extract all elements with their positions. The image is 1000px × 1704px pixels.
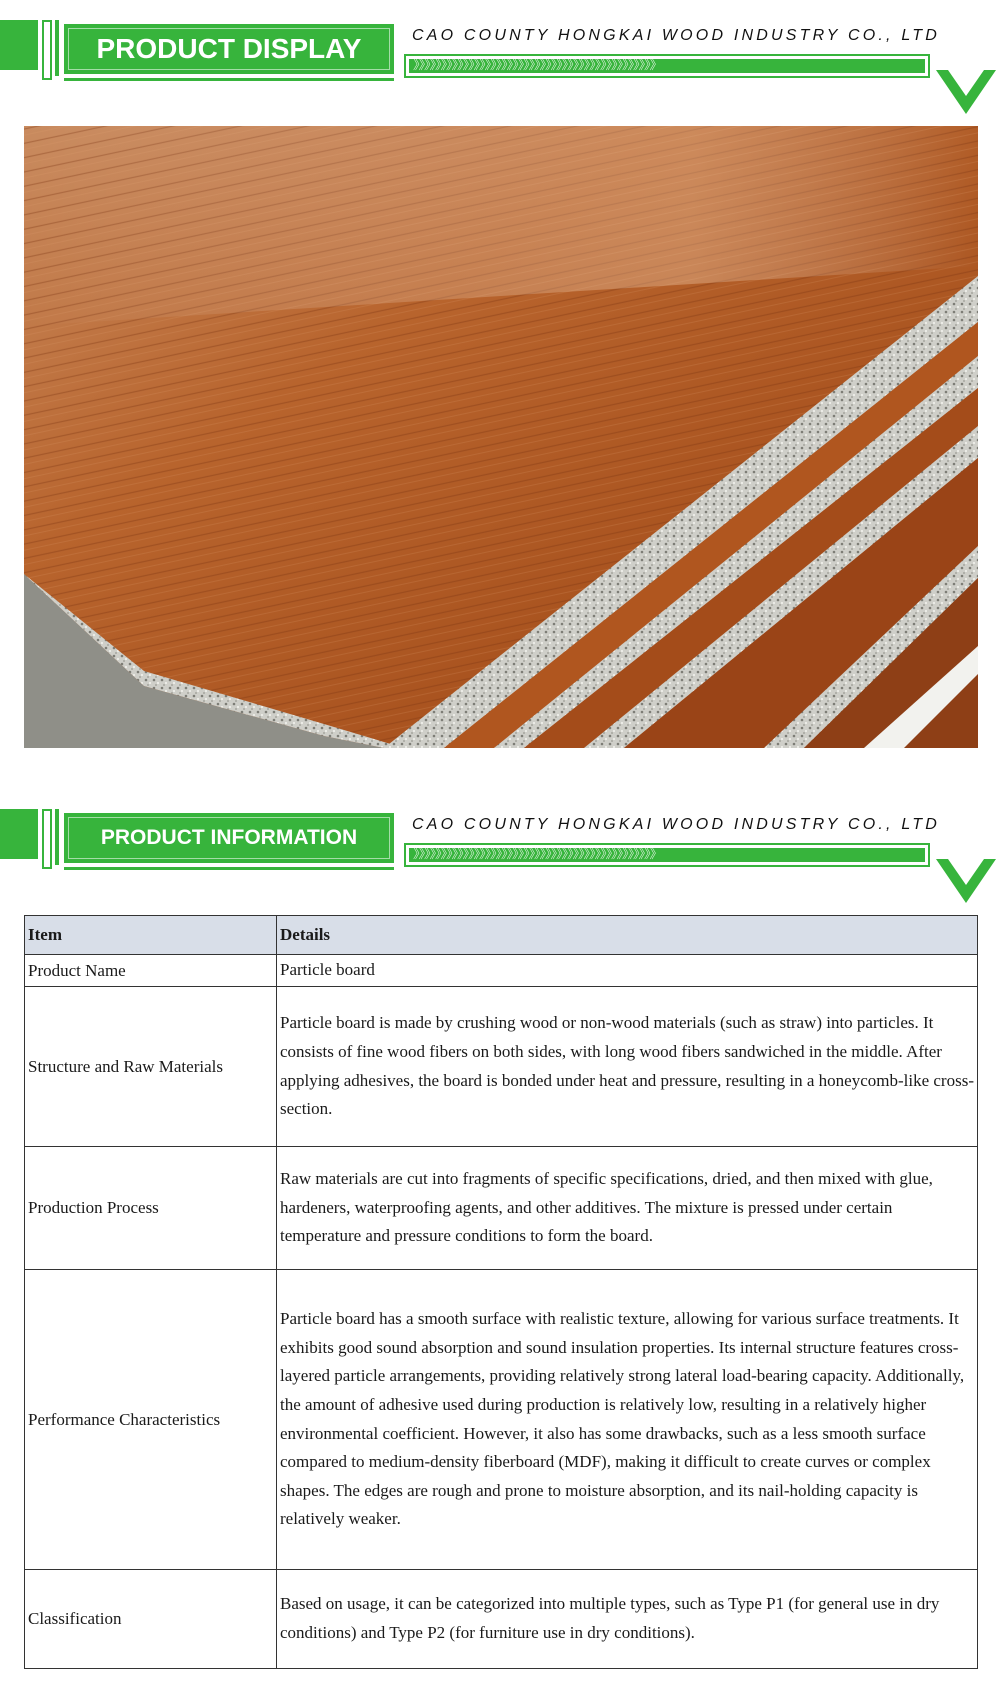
- table-row: [25, 955, 978, 987]
- banner-underline: [64, 867, 394, 870]
- chevron-down-icon: [936, 859, 996, 905]
- company-name: CAO COUNTY HONGKAI WOOD INDUSTRY CO., LTD: [412, 27, 940, 44]
- arrow-strip: [404, 843, 930, 867]
- banner-underline: [64, 78, 394, 81]
- row-item: Structure and Raw Materials: [25, 987, 277, 1147]
- banner-stripe: [0, 809, 38, 859]
- table-header-row: [25, 916, 978, 955]
- section-title: [64, 813, 394, 863]
- row-item: Product Name: [25, 955, 277, 987]
- section-title-text: PRODUCT DISPLAY: [96, 33, 362, 64]
- product-info-table: [24, 915, 978, 1669]
- section-title: [64, 24, 394, 74]
- arrow-pattern: 》》》》》》》》》》》》》》》》》》》》》》》》》》》》》》》》》》》》》》》》》》》》: [409, 848, 925, 862]
- table-row: [25, 987, 978, 1147]
- banner-stripe: [42, 20, 52, 80]
- product-information-banner: [0, 809, 1000, 905]
- row-item: Production Process: [25, 1147, 277, 1270]
- product-display-banner: [0, 20, 1000, 116]
- table-row: [25, 1570, 978, 1669]
- table-row: [25, 1270, 978, 1570]
- banner-stripe: [55, 809, 59, 865]
- row-details: Particle board has a smooth surface with realistic texture, allowing for various surface treatments. It exhibits good sound absorption and sound insulation properties. Its internal structure features cross-layered particle arrangements, providing relatively strong lateral load-bearing capacity. Additionally, the amount of adhesive used during production is relatively low, resulting in a relatively higher environmental coefficient. However, it also has some drawbacks, such as a less smooth surface compared to medium-density fiberboard (MDF), making it difficult to create curves or complex shapes. The edges are rough and prone to moisture absorption, and its nail-holding capacity is relatively weaker.: [277, 1270, 978, 1570]
- arrow-pattern: 》》》》》》》》》》》》》》》》》》》》》》》》》》》》》》》》》》》》》》》》》》》》: [409, 59, 925, 73]
- row-item: Performance Characteristics: [25, 1270, 277, 1570]
- row-item: Classification: [25, 1570, 277, 1669]
- banner-stripe: [0, 20, 38, 70]
- banner-stripe: [42, 809, 52, 869]
- row-details: Particle board is made by crushing wood or non-wood materials (such as straw) into particles. It consists of fine wood fibers on both sides, with long wood fibers sandwiched in the middle. After applying adhesives, the board is bonded under heat and pressure, resulting in a honeycomb-like cross-section.: [277, 987, 978, 1147]
- row-details: Particle board: [277, 955, 978, 987]
- chevron-down-icon: [936, 70, 996, 116]
- arrow-strip: [404, 54, 930, 78]
- banner-stripe: [55, 20, 59, 76]
- table-row: [25, 1147, 978, 1270]
- company-name: CAO COUNTY HONGKAI WOOD INDUSTRY CO., LTD: [412, 816, 940, 833]
- column-header: Details: [277, 916, 978, 955]
- row-details: Based on usage, it can be categorized into multiple types, such as Type P1 (for general use in dry conditions) and Type P2 (for furniture use in dry conditions).: [277, 1570, 978, 1669]
- section-title-text: PRODUCT INFORMATION: [100, 826, 358, 849]
- product-photo: [24, 126, 978, 748]
- column-header: Item: [25, 916, 277, 955]
- row-details: Raw materials are cut into fragments of specific specifications, dried, and then mixed with glue, hardeners, waterproofing agents, and other additives. The mixture is pressed under certain temperature and pressure conditions to form the board.: [277, 1147, 978, 1270]
